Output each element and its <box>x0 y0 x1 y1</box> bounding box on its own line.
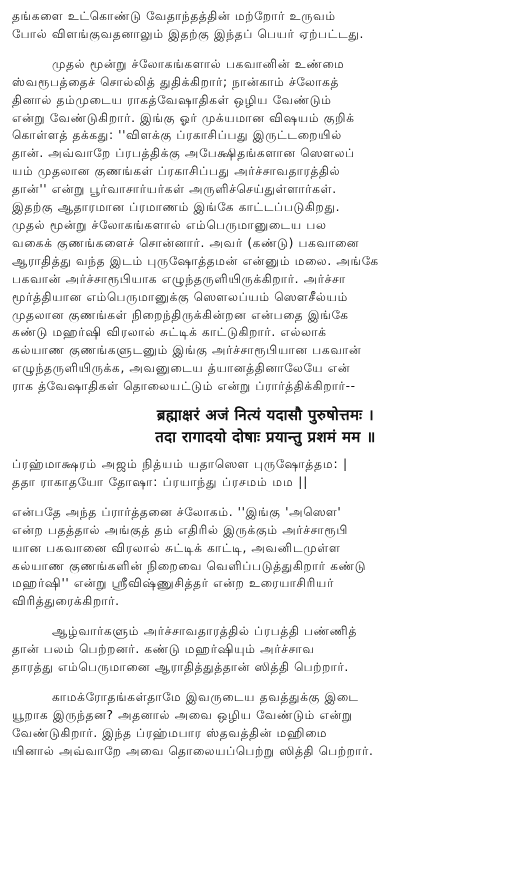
text-line: தான். அவ்வாறே ப்ரபத்திக்கு அபேக்ஷிதங்களான ஸௌலப் <box>12 146 355 161</box>
text-line: தான் பலம் பெற்றனர். கண்டு மஹர்ஷியும் அர்ச்சாவ <box>12 642 315 657</box>
text-line: தங்களை உட்கொண்டு வேதாந்தத்தின் மற்றோர் உருவம் <box>12 9 336 23</box>
text-line: கண்டு மஹர்ஷி விரலால் சுட்டிக் காட்டுகிறார். எல்லாக் <box>12 325 327 340</box>
text-line: காமக்ரோதங்கள்தாமே இவருடைய தவத்துக்கு இடை <box>52 690 359 704</box>
sanskrit-verse <box>12 404 519 448</box>
text-line: எழுந்தருளியிருக்க, அவனுடைய த்யானத்தினாலேயே என் <box>12 361 351 376</box>
verse-transliteration <box>12 456 519 492</box>
text-line: தினால் தம்முடைய ராகத்வேஷாதிகள் ஒழிய வேண்டும் <box>12 92 332 107</box>
text-line: யூறாக இருந்தன? அதனால் அவை ஒழிய வேண்டும் என்று <box>12 707 353 722</box>
text-line: யான பகவானை விரலால் சுட்டிக் காட்டி, அவனிடமுள்ள <box>12 540 341 555</box>
verse-line: ब्रह्माक्षरं अजं नित्यं यदासौ पुरुषोत्तमः । <box>156 406 375 425</box>
text-line: யினால் அவ்வாறே அவை தொலையப்பெற்று ஸித்தி பெற்றார். <box>12 743 374 758</box>
text-line: கல்யாண குணங்களின் நிறைவை வெளிப்படுத்துகிறார் கண்டு <box>12 558 367 573</box>
paragraph-explanation <box>12 504 519 611</box>
text-line: தாரத்து எம்பெருமானை ஆராதித்துத்தான் ஸித்தி பெற்றார். <box>12 660 349 675</box>
text-line: முதல் மூன்று ச்லோகங்களால் பகவானின் உண்மை <box>52 56 345 71</box>
text-line: ஆழ்வார்களும் அர்ச்சாவதாரத்தில் ப்ரபத்தி பண்ணித் <box>52 624 358 639</box>
text-line: முதல் மூன்று ச்லோகங்களால் எம்பெருமானுடைய பல <box>12 217 327 232</box>
text-line: ராக த்வேஷாதிகள் தொலையட்டும் என்று ப்ரார்த்திக்கிறார்-- <box>12 379 356 394</box>
text-line: வகைக் குணங்களைச் சொன்னார். அவர் (கண்டு) பகவானை <box>12 235 360 250</box>
text-line: மூர்த்தியான எம்பெருமானுக்கு ஸௌலப்யம் ஸௌசீல்யம் <box>12 289 348 304</box>
text-line: என்று வேண்டுகிறார். இங்கு ஓர் முக்யமான விஷயம் குறிக் <box>12 110 355 125</box>
paragraph-conclusion <box>12 689 519 761</box>
text-line: கல்யாண குணங்களுடனும் இங்கு அர்ச்சாரூபியான பகவான் <box>12 343 362 358</box>
text-line: போல் விளங்குவதனாலும் இதற்கு இந்தப் பெயர் ஏற்பட்டது. <box>12 26 365 41</box>
text-line: விரித்துரைக்கிறார். <box>12 594 120 609</box>
verse-line: तदा रागादयो दोषाः प्रयान्तु प्रशमं मम ॥ <box>155 428 376 447</box>
text-line: மஹர்ஷி'' என்று ஸ்ரீவிஷ்ணுசித்தர் என்ற உரையாசிரியர் <box>12 576 335 591</box>
paragraph-intro <box>12 8 519 44</box>
text-line: என்ற பதத்தால் அங்குத் தம் எதிரில் இருக்கும் அர்ச்சாரூபி <box>12 522 349 537</box>
text-line: தான்'' என்று பூர்வாசார்யர்கள் அருளிச்செய்துள்ளார்கள். <box>12 182 337 197</box>
text-line: யம் முதலான குணங்கள் ப்ரகாசிப்பது அர்ச்சாவதாரத்தில் <box>12 164 341 179</box>
transliteration-line: ப்ரஹ்மாக்ஷரம் அஜம் நித்யம் யதாஸௌ புருஷோத்தம: | <box>12 457 348 472</box>
text-line: என்பதே அந்த ப்ரார்த்தனை ச்லோகம். ''இங்கு 'அஸௌ' <box>12 504 342 519</box>
text-line: பகவான் அர்ச்சாரூபியாக எழுந்தருளியிருக்கிறார். அர்ச்சா <box>12 271 346 286</box>
transliteration-line: ததா ராகாதயோ தோஷா: ப்ரயாந்து ப்ரசமம் மம || <box>12 474 309 489</box>
text-line: ஆராதித்து வந்த இடம் புருஷோத்தமன் என்னும் மலை. அங்கே <box>12 253 379 268</box>
text-line: வேண்டுகிறார். இந்த ப்ரஹ்மபார ஸ்தவத்தின் மஹிமை <box>12 725 328 740</box>
paragraph-main <box>12 56 519 396</box>
text-line: கொள்ளத் தக்கது: ''விளக்கு ப்ரகாசிப்பது இருட்டறையில் <box>12 128 342 143</box>
paragraph-alvars <box>12 623 519 677</box>
text-line: இதற்கு ஆதாரமான ப்ரமாணம் இங்கே காட்டப்படுகிறது. <box>12 200 341 215</box>
text-line: ஸ்வரூபத்தைச் சொல்லித் துதிக்கிறார்; நான்காம் ச்லோகத் <box>12 74 340 89</box>
text-line: முதலான குணங்கள் நிறைந்திருக்கின்றன என்பதை இங்கே <box>12 307 349 322</box>
